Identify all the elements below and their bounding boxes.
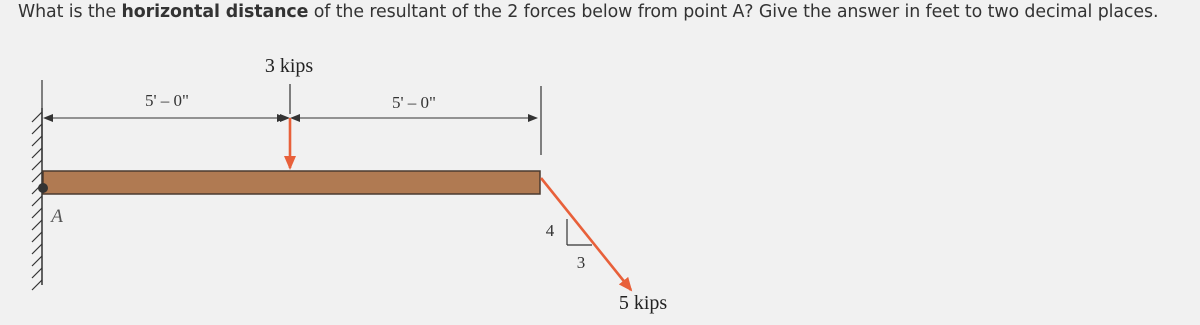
beam [43, 171, 540, 194]
dimension-label-2: 5' – 0" [391, 93, 437, 112]
dim-arrow-mid-right [290, 114, 300, 122]
slope-triangle [567, 219, 592, 245]
force-arrow-5-kips [541, 178, 631, 290]
dim-arrow-left [43, 114, 53, 122]
force-label-5-kips: 5 kips [618, 292, 668, 314]
question-bold: horizontal distance [121, 2, 309, 22]
force-label-3-kips: 3 kips [264, 55, 314, 77]
slope-label-vertical: 4 [545, 221, 555, 240]
point-a-label: A [51, 206, 63, 227]
dim-arrow-mid-left [280, 114, 290, 122]
wall-hatching [32, 112, 42, 290]
fixed-support [32, 108, 42, 290]
question-part2: of the resultant of the 2 forces below from point A? Give the answer in feet to two decimal places. [308, 2, 1159, 22]
question-part1: What is the [18, 2, 122, 22]
dimension-label-1: 5' – 0" [144, 91, 190, 110]
point-a-marker [38, 183, 48, 193]
slope-label-horizontal: 3 [576, 253, 586, 272]
